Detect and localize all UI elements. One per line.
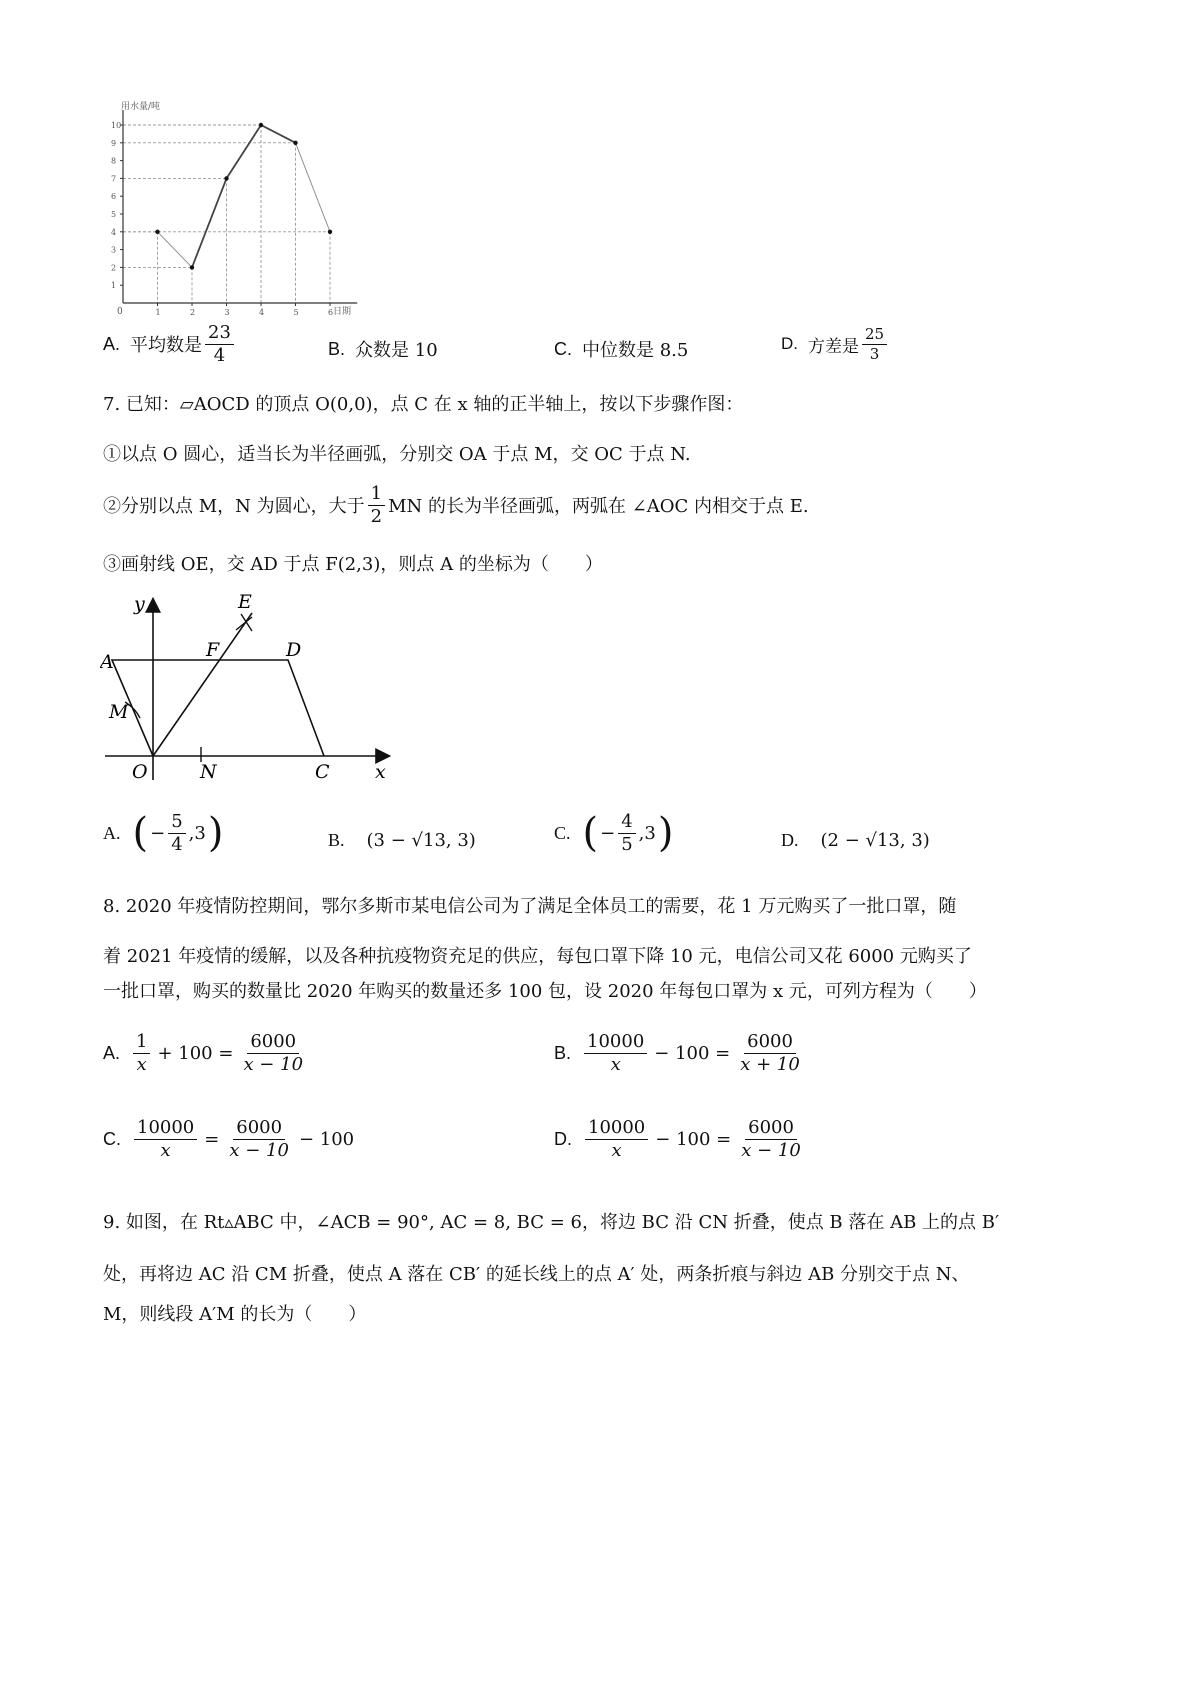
- chart-y-tick-label: 10: [111, 121, 122, 130]
- chart-data-point: [293, 141, 297, 145]
- coordinate-tail: ,3: [638, 822, 656, 844]
- q7-option-d[interactable]: [781, 830, 930, 851]
- q8-option-a[interactable]: [103, 1032, 309, 1075]
- chart-y-tick-label: 3: [111, 245, 117, 255]
- label-f: F: [206, 639, 220, 661]
- option-label: B.: [328, 830, 345, 850]
- chart-y-tick-label: 2: [111, 263, 117, 273]
- text-segment: ②分别以点 M，N 为圆心，大于: [103, 496, 365, 518]
- fraction-left: [134, 1118, 197, 1161]
- fraction-right: [738, 1118, 804, 1161]
- numerator: 6000: [744, 1032, 796, 1054]
- denominator: x: [611, 1139, 622, 1161]
- chart-series-segment: [227, 125, 262, 178]
- option-label: D.: [781, 830, 799, 850]
- option-label: D.: [554, 1128, 572, 1149]
- chart-y-tick-label: 1: [111, 281, 117, 291]
- q6-option-b[interactable]: [328, 336, 438, 362]
- chart-ylabel: 用水量/吨: [121, 102, 161, 112]
- chart-data-point: [224, 176, 228, 180]
- q7-option-a[interactable]: [103, 812, 225, 855]
- fraction: [618, 812, 635, 855]
- q7-option-b[interactable]: [328, 830, 476, 851]
- coordinate-tail: ,3: [188, 822, 206, 844]
- label-x: x: [375, 761, 386, 783]
- q8-option-b[interactable]: [554, 1032, 806, 1075]
- label-c: C: [315, 761, 330, 783]
- chart-origin: 0: [117, 307, 123, 317]
- label-d: D: [286, 639, 302, 661]
- q8-option-c[interactable]: [103, 1118, 354, 1161]
- denominator: 3: [869, 344, 880, 363]
- q8-stem-line-3: 一批口罩，购买的数量比 2020 年购买的数量还多 100 包，设 2020 年每包口罩为 x 元，可列方程为（ ）: [103, 981, 987, 1002]
- chart-y-tick-label: 8: [111, 156, 117, 166]
- minus-sign: −: [150, 822, 166, 844]
- q8-stem-line-2: 着 2021 年疫情的缓解，以及各种抗疫物资充足的供应，每包口罩下降 10 元，电信公司又花 6000 元购买了: [103, 946, 972, 967]
- q7-stem-line-3: [103, 484, 809, 527]
- option-text: 方差是: [808, 336, 859, 357]
- denominator: x: [136, 1053, 147, 1075]
- numerator: 5: [168, 812, 185, 834]
- q8-option-d[interactable]: [554, 1118, 807, 1161]
- chart-data-point: [190, 265, 194, 269]
- chart-data-point: [328, 230, 332, 234]
- q7-stem-line-4: ③画射线 OE，交 AD 于点 F(2,3)，则点 A 的坐标为（ ）: [103, 554, 603, 575]
- denominator: 2: [370, 505, 383, 527]
- numerator: 4: [618, 812, 635, 834]
- q7-stem-line-1: 7. 已知：▱AOCD 的顶点 O(0,0)，点 C 在 x 轴的正半轴上，按以下步骤作图：: [103, 394, 744, 415]
- fraction: [368, 484, 385, 527]
- chart-series-segment: [296, 143, 331, 232]
- chart-x-tick-label: 1: [155, 308, 161, 317]
- minus-sign: −: [600, 822, 616, 844]
- option-text: (2 − √13, 3): [820, 830, 930, 851]
- chart-x-tick-label: 4: [259, 308, 265, 317]
- equation-middle: + 100 =: [157, 1042, 234, 1064]
- label-a: A: [100, 651, 114, 673]
- q9-stem-line-2: 处，再将边 AC 沿 CM 折叠，使点 A 落在 CB′ 的延长线上的点 A′ 处，两条折痕与斜边 AB 分别交于点 N、: [103, 1264, 970, 1285]
- denominator: x + 10: [740, 1053, 800, 1075]
- label-e: E: [238, 591, 252, 613]
- denominator: x − 10: [229, 1139, 289, 1161]
- numerator: 23: [205, 323, 234, 345]
- fraction-left: [585, 1118, 648, 1161]
- q9-stem-line-3: M，则线段 A′M 的长为（ ）: [103, 1304, 367, 1325]
- chart-x-tick-label: 3: [224, 308, 230, 317]
- equation-tail: − 100: [298, 1128, 355, 1150]
- fraction-left: [133, 1032, 150, 1075]
- chart-data-point: [155, 230, 159, 234]
- option-text: 众数是 10: [355, 340, 438, 361]
- chart-x-tick-label: 5: [293, 308, 299, 317]
- right-paren: ): [207, 810, 224, 857]
- denominator: x − 10: [741, 1139, 801, 1161]
- option-text: 平均数是: [130, 335, 203, 357]
- ray-oe: [153, 613, 252, 756]
- numerator: 6000: [247, 1032, 299, 1054]
- numerator: 10000: [584, 1032, 647, 1054]
- chart-series-segment: [261, 125, 296, 143]
- q8-stem-line-1: 8. 2020 年疫情防控期间，鄂尔多斯市某电信公司为了满足全体员工的需要，花 1 万元购买了一批口罩，随: [103, 896, 957, 917]
- numerator: 1: [368, 484, 385, 506]
- chart-series-segment: [192, 178, 227, 267]
- q9-stem-line-1: 9. 如图，在 Rt▵ABC 中，∠ACB = 90°, AC = 8, BC = 6，将边 BC 沿 CN 折叠，使点 B 落在 AB 上的点 B′: [103, 1212, 1000, 1233]
- option-text: 中位数是 8.5: [582, 340, 689, 361]
- q6-option-a[interactable]: [103, 323, 237, 366]
- equation-middle: − 100 =: [654, 1042, 731, 1064]
- option-label: D.: [781, 334, 798, 353]
- denominator: 4: [213, 344, 226, 366]
- chart-series-segment: [158, 232, 193, 268]
- water-usage-line-chart: [105, 95, 365, 325]
- fraction-left: [584, 1032, 647, 1075]
- left-paren: (: [132, 810, 149, 857]
- option-label: B.: [328, 338, 346, 359]
- right-paren: ): [657, 810, 674, 857]
- q7-stem-line-2: ①以点 O 圆心，适当长为半径画弧，分别交 OA 于点 M，交 OC 于点 N.: [103, 444, 691, 465]
- numerator: 1: [133, 1032, 150, 1054]
- numerator: 10000: [134, 1118, 197, 1140]
- option-label: C.: [554, 338, 572, 359]
- chart-xlabel: 日期: [333, 307, 352, 317]
- option-label: A.: [103, 1042, 121, 1063]
- equation-middle: =: [204, 1128, 220, 1150]
- chart-y-tick-label: 5: [111, 210, 117, 219]
- q6-option-d[interactable]: [781, 326, 890, 362]
- chart-y-tick-label: 7: [111, 174, 117, 184]
- parallelogram-aocd: [112, 660, 324, 756]
- chart-x-tick-label: 2: [190, 308, 196, 317]
- label-o: O: [132, 761, 148, 783]
- denominator: x: [160, 1139, 171, 1161]
- denominator: 5: [621, 833, 633, 855]
- equation-middle: − 100 =: [655, 1128, 732, 1150]
- label-n: N: [200, 761, 217, 783]
- fraction-right: [226, 1118, 292, 1161]
- chart-y-tick-label: 6: [111, 192, 117, 202]
- label-y: y: [134, 593, 145, 615]
- q7-parallelogram-figure: [100, 590, 400, 790]
- fraction: [205, 323, 234, 366]
- fraction-right: [240, 1032, 306, 1075]
- left-paren: (: [582, 810, 599, 857]
- chart-y-tick-label: 4: [111, 227, 117, 237]
- q7-option-c[interactable]: [554, 812, 675, 855]
- option-text: (3 − √13, 3): [366, 830, 476, 851]
- denominator: 4: [171, 833, 183, 855]
- numerator: 25: [862, 326, 887, 345]
- label-m: M: [109, 701, 129, 723]
- denominator: x − 10: [243, 1053, 304, 1075]
- fraction: [168, 812, 185, 855]
- option-label: B.: [554, 1042, 572, 1063]
- denominator: x: [610, 1053, 621, 1075]
- numerator: 6000: [745, 1118, 797, 1140]
- text-segment: MN 的长为半径画弧，两弧在 ∠AOC 内相交于点 E.: [388, 496, 809, 518]
- fraction-right: [737, 1032, 803, 1075]
- numerator: 10000: [585, 1118, 648, 1140]
- chart-y-tick-label: 9: [111, 138, 117, 148]
- numerator: 6000: [233, 1118, 285, 1140]
- fraction: [862, 326, 887, 362]
- option-label: C.: [554, 822, 571, 843]
- option-label: A.: [103, 333, 121, 354]
- option-label: A.: [103, 822, 121, 843]
- option-label: C.: [103, 1128, 121, 1149]
- q6-option-c[interactable]: [554, 336, 688, 362]
- chart-data-point: [259, 123, 263, 127]
- chart-x-tick-label: 6: [328, 308, 334, 317]
